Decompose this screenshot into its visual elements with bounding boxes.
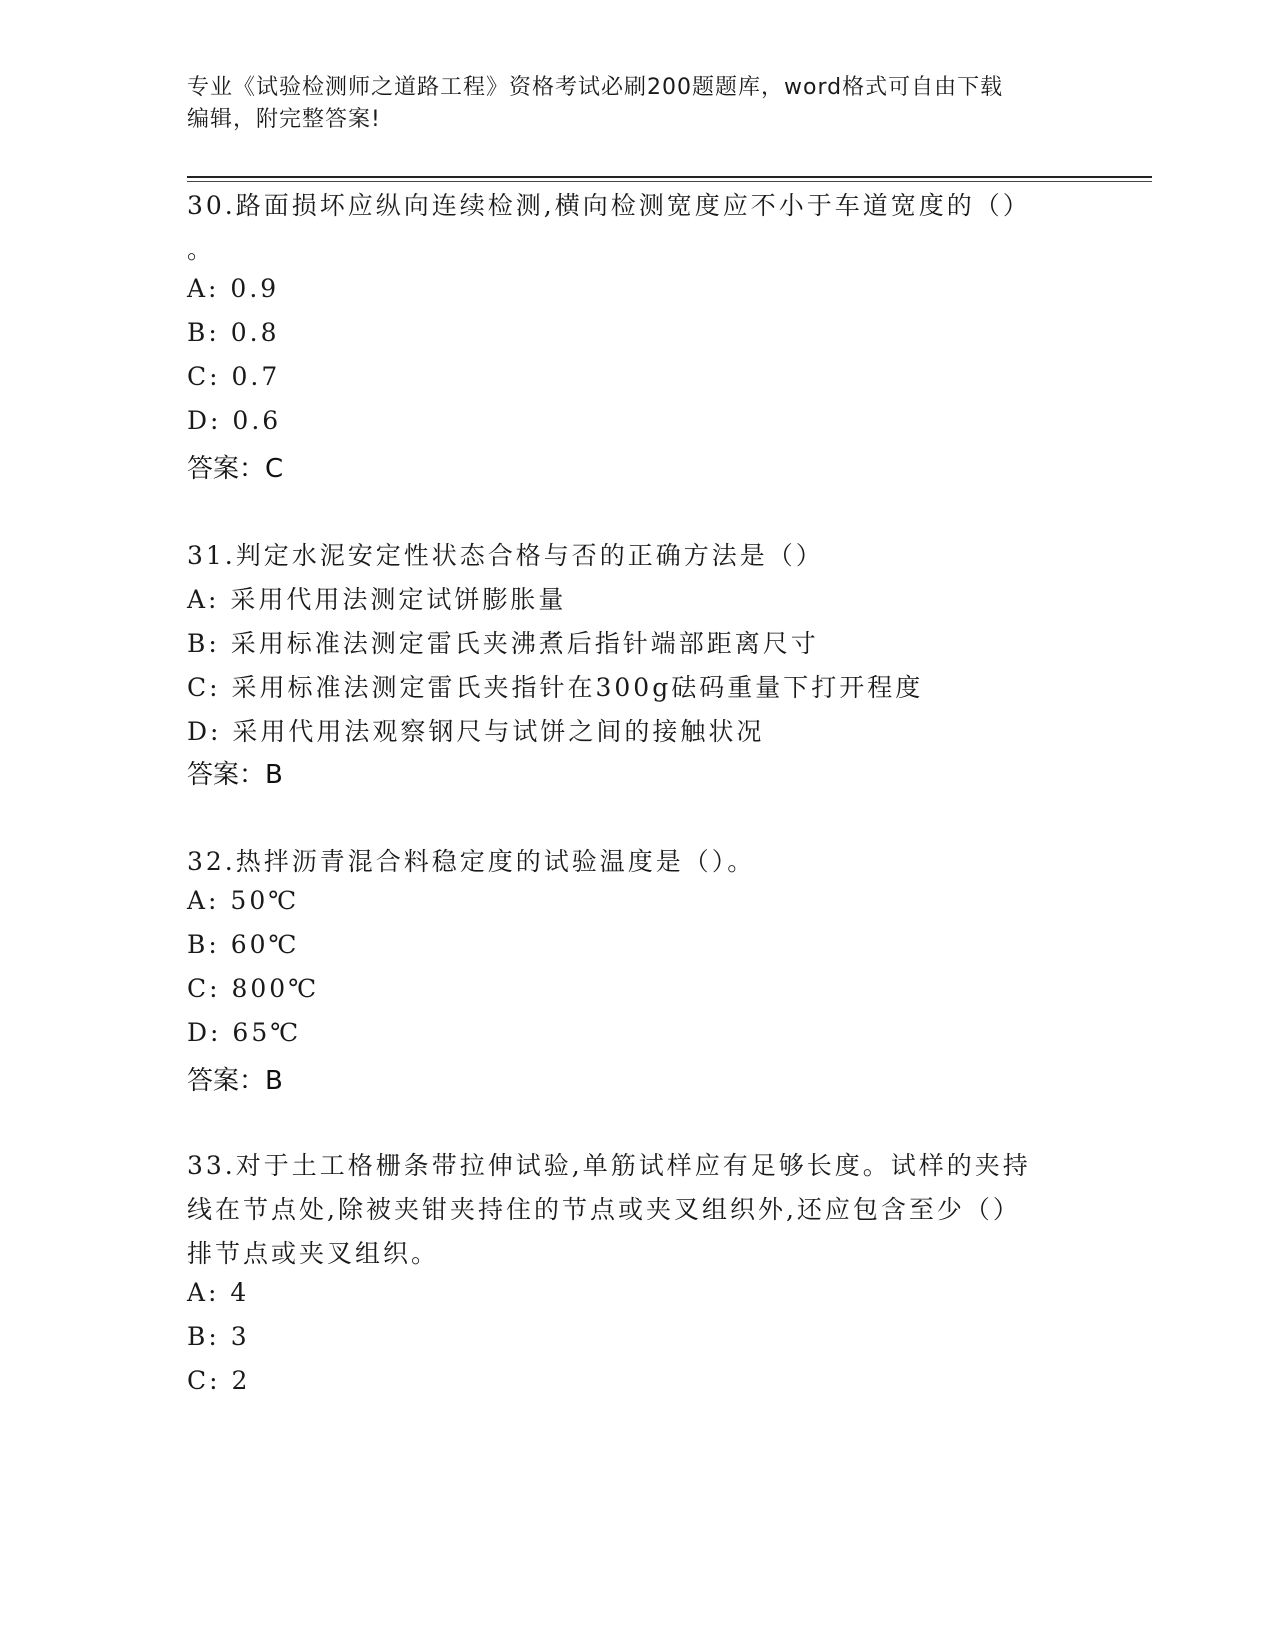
question-31-option-c: C: 采用标准法测定雷氏夹指针在300g砝码重量下打开程度 bbox=[187, 673, 924, 702]
question-31-option-d: D: 采用代用法观察钢尺与试饼之间的接触状况 bbox=[187, 717, 765, 746]
question-33-stem-line-2: 线在节点处,除被夹钳夹持住的节点或夹叉组织外,还应包含至少（） bbox=[187, 1195, 1021, 1224]
document-header bbox=[187, 72, 1067, 136]
question-33-option-c: C: 2 bbox=[187, 1366, 251, 1395]
question-30-option-a: A: 0.9 bbox=[187, 274, 280, 303]
question-31-answer: 答案：B bbox=[187, 760, 283, 790]
question-30-stem-line-2: 。 bbox=[187, 235, 216, 264]
question-30-answer: 答案：C bbox=[187, 454, 284, 484]
header-divider-thick bbox=[187, 176, 1152, 178]
question-32-option-a: A: 50℃ bbox=[187, 886, 300, 915]
header-line-1: 专业《试验检测师之道路工程》资格考试必刷200题题库，word格式可自由下载 bbox=[187, 75, 1004, 100]
question-30-stem-line-1: 30.路面损坏应纵向连续检测,横向检测宽度应不小于车道宽度的（） bbox=[187, 191, 1031, 220]
question-32-answer: 答案：B bbox=[187, 1066, 283, 1096]
question-31-option-b: B: 采用标准法测定雷氏夹沸煮后指针端部距离尺寸 bbox=[187, 629, 819, 658]
header-line-2: 编辑，附完整答案! bbox=[187, 107, 381, 132]
header-divider-thin bbox=[187, 181, 1152, 182]
question-31-stem-line-1: 31.判定水泥安定性状态合格与否的正确方法是（） bbox=[187, 541, 824, 570]
question-33-option-b: B: 3 bbox=[187, 1322, 250, 1351]
question-33-option-a: A: 4 bbox=[187, 1278, 250, 1307]
question-32-stem-line-1: 32.热拌沥青混合料稳定度的试验温度是（）。 bbox=[187, 847, 756, 876]
question-33-stem-line-3: 排节点或夹叉组织。 bbox=[187, 1239, 440, 1268]
question-32-option-c: C: 800℃ bbox=[187, 974, 320, 1003]
question-32-option-b: B: 60℃ bbox=[187, 930, 300, 959]
question-30-option-d: D: 0.6 bbox=[187, 406, 282, 435]
question-32-option-d: D: 65℃ bbox=[187, 1018, 302, 1047]
question-31-option-a: A: 采用代用法测定试饼膨胀量 bbox=[187, 585, 567, 614]
question-30-option-b: B: 0.8 bbox=[187, 318, 280, 347]
question-30-option-c: C: 0.7 bbox=[187, 362, 281, 391]
question-33-stem-line-1: 33.对于土工格栅条带拉伸试验,单筋试样应有足够长度。试样的夹持 bbox=[187, 1151, 1031, 1180]
